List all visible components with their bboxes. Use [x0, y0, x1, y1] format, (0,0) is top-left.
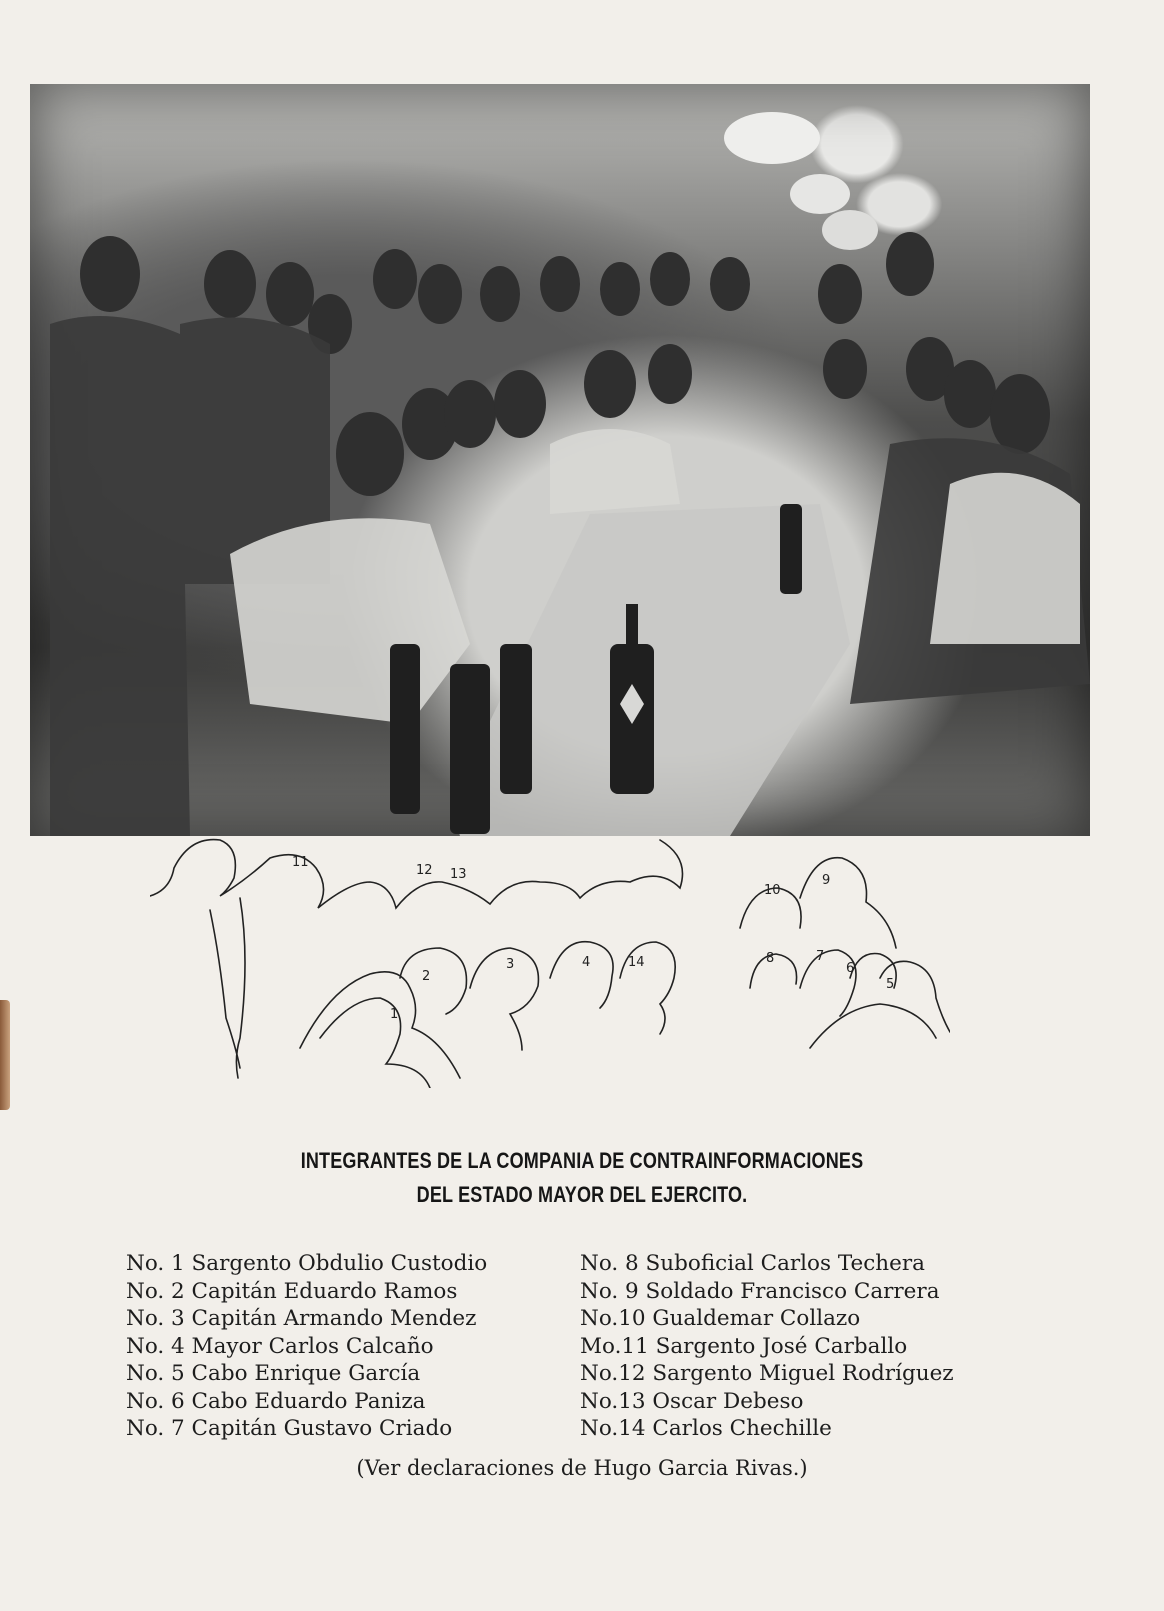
- sketch-label-4: 4: [582, 955, 591, 970]
- member-entry: No. 3 Capitán Armando Mendez: [126, 1306, 477, 1331]
- member-entry: No. 7 Capitán Gustavo Criado: [126, 1416, 453, 1441]
- sketch-label-2: 2: [422, 969, 431, 984]
- member-entry: No. 9 Soldado Francisco Carrera: [580, 1278, 940, 1304]
- caption-line-1: INTEGRANTES DE LA COMPANIA DE CONTRAINFORMACIONES: [300, 1148, 864, 1173]
- sketch-label-10: 10: [764, 883, 781, 898]
- member-entry: No.12 Sargento Miguel Rodríguez: [580, 1361, 954, 1386]
- member-entry: No. 5 Cabo Enrique García: [126, 1361, 421, 1386]
- member-entry: No.13 Oscar Debeso: [580, 1388, 804, 1414]
- group-photo: [30, 84, 1090, 836]
- sketch-label-3: 3: [506, 957, 515, 972]
- caption-line-2: DEL ESTADO MAYOR DEL EJERCITO.: [416, 1182, 748, 1207]
- member-entry: No. 6 Cabo Eduardo Paniza: [126, 1388, 426, 1414]
- member-entry: No. 4 Mayor Carlos Calcaño: [126, 1333, 434, 1359]
- sketch-label-1: 1: [390, 1007, 399, 1022]
- sketch-label-8: 8: [766, 951, 775, 966]
- member-entry: No.10 Gualdemar Collazo: [580, 1306, 861, 1331]
- member-entry: No. 2 Capitán Eduardo Ramos: [126, 1278, 458, 1304]
- sketch-label-9: 9: [822, 873, 831, 888]
- sketch-label-7: 7: [816, 949, 825, 964]
- member-entry: Mo.11 Sargento José Carballo: [580, 1333, 908, 1359]
- member-entry: No. 8 Suboficial Carlos Techera: [580, 1251, 925, 1276]
- member-entry: No.14 Carlos Chechille: [580, 1416, 832, 1441]
- page-binding-edge: [0, 1000, 10, 1110]
- group-photo-icon: [30, 84, 1090, 836]
- reference-note: (Ver declaraciones de Hugo Garcia Rivas.): [356, 1456, 808, 1480]
- sketch-label-5: 5: [886, 977, 895, 992]
- sketch-label-6: 6: [846, 961, 855, 976]
- sketch-label-14: 14: [628, 955, 645, 970]
- sketch-label-12: 12: [416, 863, 433, 878]
- members-list-right: [580, 1250, 954, 1443]
- members-list-left: [126, 1250, 487, 1443]
- sketch-label-13: 13: [450, 867, 467, 882]
- sketch-label-11: 11: [292, 855, 309, 870]
- member-entry: No. 1 Sargento Obdulio Custodio: [126, 1251, 488, 1276]
- identification-sketch: [150, 838, 950, 1088]
